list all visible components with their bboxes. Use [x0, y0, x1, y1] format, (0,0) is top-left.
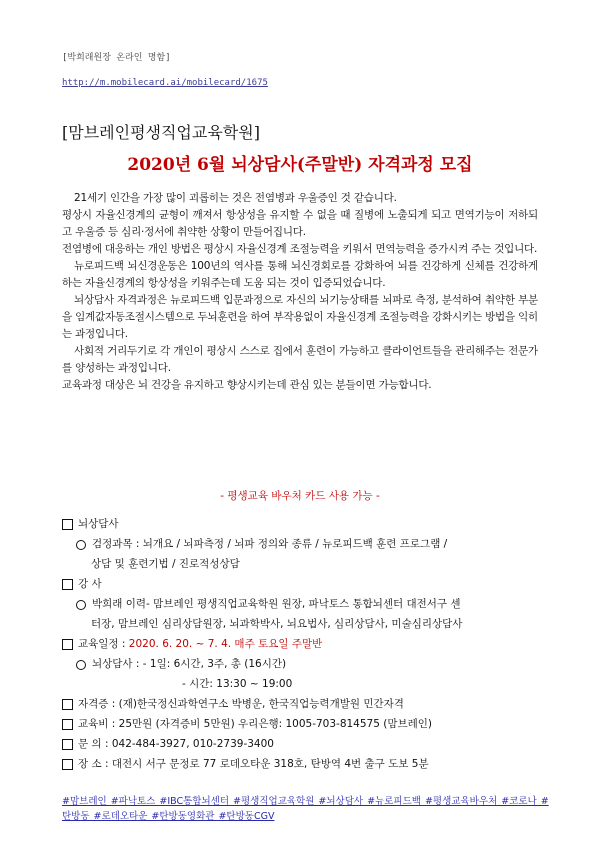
online-card-note: [박희래원장 온라인 명함]	[62, 53, 171, 63]
paragraph: 전염병에 대응하는 개인 방법은 평상시 자율신경계 조절능력을 키워서 면역능력을 증가시켜 주는 것입니다.	[62, 243, 538, 255]
info-row-lecturer	[62, 574, 542, 594]
info-row-course-hours	[62, 654, 542, 674]
paragraph: 사회적 거리두기로 각 개인이 평상시 스스로 집에서 훈련이 가능하고 클라이언트들을 관리해주는 전문가를 양성하는 과정입니다.	[62, 345, 538, 374]
lecturer-line-2: 터장, 맘브레인 심리상담원장, 뇌과학박사, 뇌요법사, 심리상담사, 미술심리상담사	[91, 618, 463, 630]
info-row-course-time	[62, 674, 542, 694]
info-row-lecturer-bio	[62, 594, 542, 614]
square-bullet-icon	[62, 719, 73, 730]
subjects-line-1: 검정과목 : 뇌개요 / 뇌파측정 / 뇌파 정의와 종류 / 뉴로피드백 훈련 프로그램 /	[92, 538, 448, 550]
square-bullet-icon	[62, 739, 73, 750]
square-bullet-icon	[62, 639, 73, 650]
course-info	[62, 514, 542, 774]
page-title: 2020년 6월 뇌상담사(주말반) 자격과정 모집	[127, 155, 473, 175]
square-bullet-icon	[62, 699, 73, 710]
circle-bullet-icon	[76, 540, 86, 550]
info-row-fee	[62, 714, 542, 734]
info-row-place	[62, 754, 542, 774]
voucher-notice: - 평생교육 바우처 카드 사용 가능 -	[220, 490, 380, 502]
circle-bullet-icon	[76, 660, 86, 670]
info-row-certificate	[62, 694, 542, 714]
intro-text	[62, 190, 538, 394]
course-hours: 뇌상담사 : - 1일: 6시간, 3주, 총 (16시간)	[92, 658, 287, 670]
paragraph: 뉴로피드백 뇌신경운동은 100년의 역사를 통해 뇌신경회로를 강화하여 뇌를 건강하게 신체를 건강하게 하는 자율신경계의 항상성을 키워주는데 도움 되는 것이 입증되었습니다.	[62, 260, 538, 289]
paragraph: 뇌상담사 자격과정은 뉴로피드백 입문과정으로 자신의 뇌기능상태를 뇌파로 측정, 분석하여 취약한 부분을 임계값자동조절시스템으로 두뇌훈련을 하여 부작용없이 자율신경계 조절능력을 강화시키는 방법을 익히는 과정입니다.	[62, 294, 538, 340]
mobile-card-link[interactable]: http://m.mobilecard.ai/mobilecard/1675	[62, 78, 268, 88]
subjects-line-2: 상담 및 훈련기법 / 진로적성상담	[91, 558, 240, 570]
paragraph: 교육과정 대상은 뇌 건강을 유지하고 향상시키는데 관심 있는 분들이면 가능합니다.	[62, 379, 432, 391]
course-time: - 시간: 13:30 ~ 19:00	[182, 678, 293, 690]
lecturer-title: 강 사	[78, 578, 102, 590]
info-row-contact	[62, 734, 542, 754]
paragraph: 21세기 인간을 가장 많이 괴롭히는 것은 전염병과 우울증인 것 같습니다.	[74, 192, 397, 204]
square-bullet-icon	[62, 759, 73, 770]
square-bullet-icon	[62, 519, 73, 530]
circle-bullet-icon	[76, 600, 86, 610]
subject-title: 뇌상담사	[78, 518, 119, 530]
paragraph: 평상시 자율신경계의 균형이 깨져서 항상성을 유지할 수 없을 때 질병에 노출되게 되고 면역기능이 저하되고 우울증 등 심리·정서에 취약한 상황이 만들어집니다.	[62, 209, 538, 238]
contact: 문 의 : 042-484-3927, 010-2739-3400	[78, 738, 274, 750]
place: 장 소 : 대전시 서구 문정로 77 로데오타운 318호, 탄방역 4번 출구 도보 5분	[78, 758, 429, 770]
lecturer-line-1: 박희래 이력- 맘브레인 평생직업교육학원 원장, 파낙토스 통합뇌센터 대전서구 센	[92, 598, 461, 610]
academy-name: [맘브레인평생직업교육학원]	[62, 123, 260, 142]
info-row-lecturer-bio-cont	[62, 614, 542, 634]
info-row-subject	[62, 514, 542, 534]
certificate: 자격증 : (재)한국정신과학연구소 박병운, 한국직업능력개발원 민간자격	[78, 698, 404, 710]
square-bullet-icon	[62, 579, 73, 590]
info-row-subjects-list	[62, 534, 542, 554]
info-row-subjects-list-cont	[62, 554, 542, 574]
schedule-label: 교육일정 :	[78, 638, 126, 650]
info-row-schedule	[62, 634, 542, 654]
schedule-value: 2020. 6. 20. ~ 7. 4. 매주 토요일 주말반	[128, 638, 323, 650]
fee: 교육비 : 25만원 (자격증비 5만원) 우리은행: 1005-703-814575 (맘브레인)	[78, 718, 433, 730]
hashtag-links[interactable]: #맘브레인 #파낙토스 #IBC통합뇌센터 #평생직업교육학원 #뇌상담사 #뉴로피드백 #평생교육바우처 #코로나 #탄방동 #로데오타운 #탄방동영화관 #탄방동CGV	[62, 796, 549, 822]
